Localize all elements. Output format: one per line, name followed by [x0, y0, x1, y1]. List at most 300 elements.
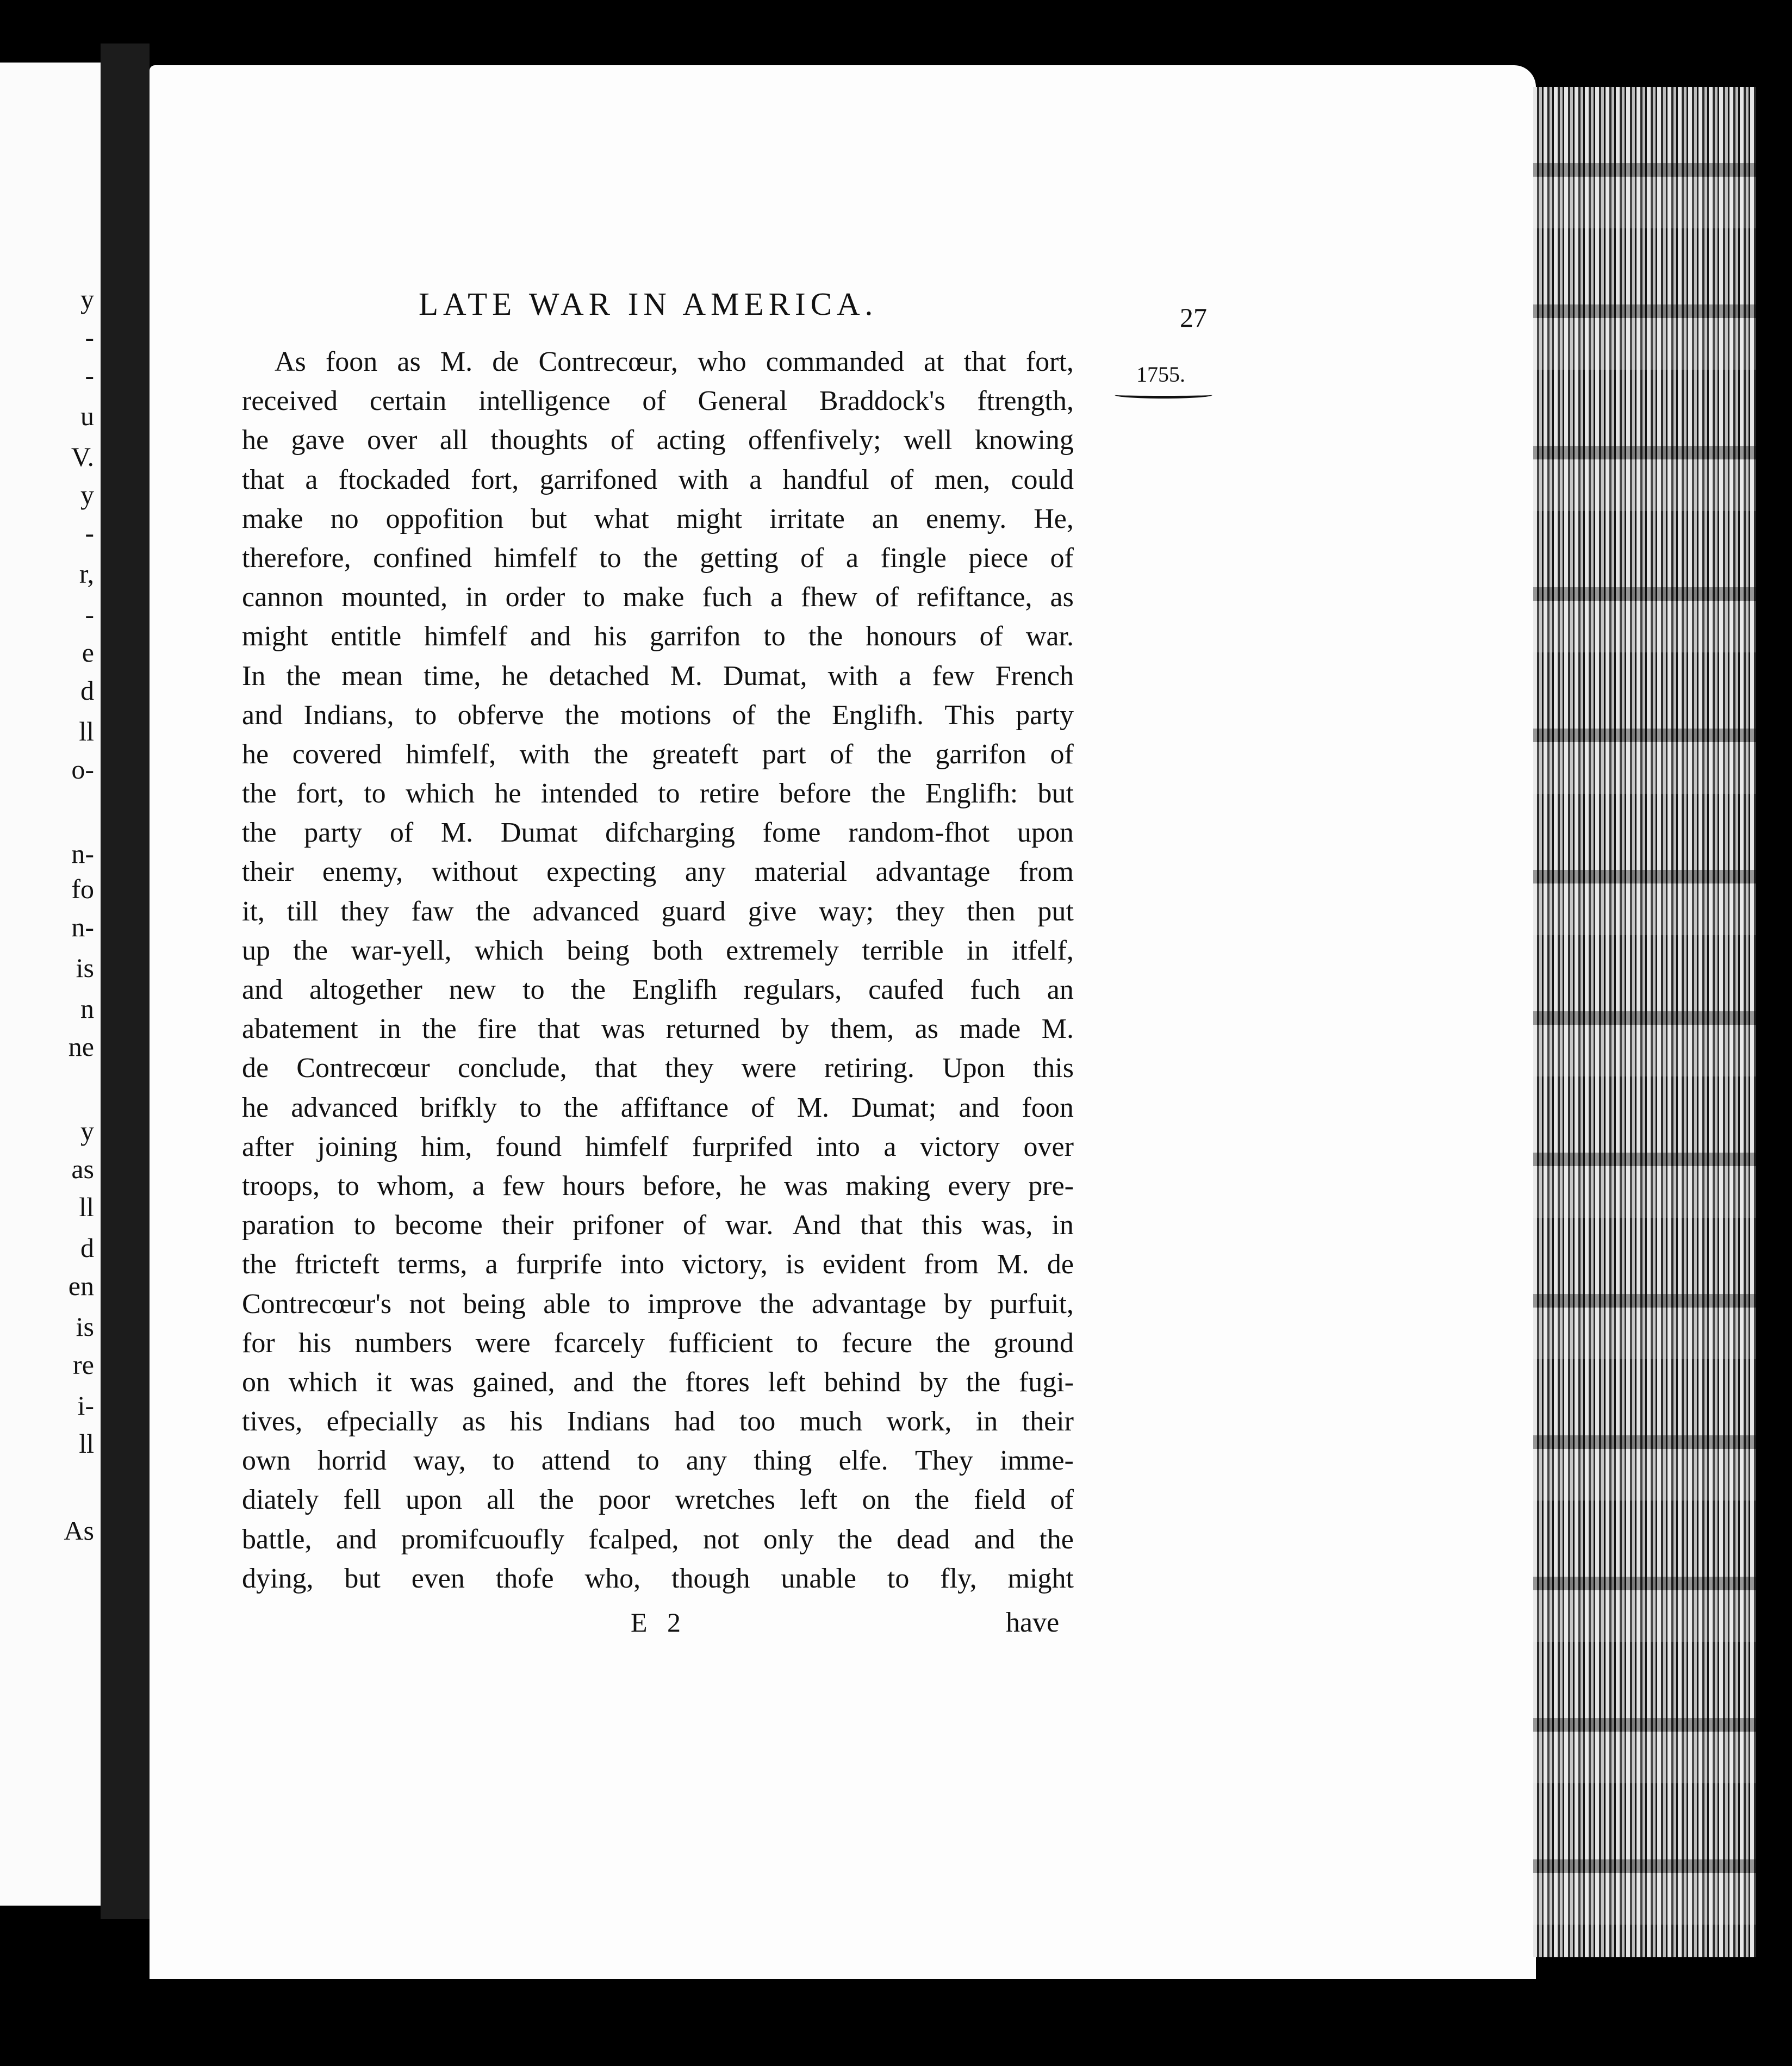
word: way, — [413, 1445, 466, 1477]
word: of — [830, 738, 854, 770]
word: the — [242, 817, 277, 849]
word: covered — [292, 738, 382, 770]
word: with — [519, 738, 570, 770]
word: fingle — [880, 542, 947, 574]
left-page-line-fragment: n- — [71, 838, 94, 869]
word: efpecially — [326, 1406, 438, 1438]
word: difcharging — [605, 817, 735, 849]
word: the — [936, 1327, 970, 1359]
word: wretches — [675, 1484, 776, 1516]
word: garrifon — [935, 738, 1026, 770]
word: who, — [584, 1563, 641, 1594]
word: the — [476, 895, 511, 927]
word: from — [1018, 856, 1074, 888]
word: was — [410, 1366, 455, 1398]
word: found — [495, 1131, 562, 1162]
word: battle, — [242, 1523, 312, 1555]
word: poor — [598, 1484, 651, 1516]
body-line — [242, 1480, 1074, 1520]
body-line — [242, 1363, 1074, 1402]
body-line — [242, 696, 1074, 735]
word: to — [414, 699, 437, 731]
word: even — [411, 1563, 465, 1594]
word: that — [594, 1053, 637, 1084]
word: his — [509, 1406, 543, 1438]
word: from — [924, 1249, 979, 1280]
word: regulars, — [743, 974, 842, 1005]
word: was, — [981, 1210, 1033, 1241]
word: and — [336, 1523, 377, 1555]
word: fcalped, — [588, 1523, 679, 1555]
word: without — [431, 856, 518, 888]
word: caufed — [868, 974, 944, 1005]
word: in — [379, 1013, 401, 1045]
word: this — [1032, 1053, 1074, 1084]
left-page-line-fragment: ll — [79, 1428, 94, 1459]
word: gave — [291, 425, 345, 456]
left-page-line-fragment: ll — [79, 1192, 94, 1222]
word: the — [293, 935, 328, 966]
word: brifkly — [420, 1092, 497, 1123]
word: certain — [369, 385, 447, 417]
word: of — [1050, 1484, 1074, 1516]
word: of — [1050, 542, 1074, 574]
word: their — [242, 856, 294, 888]
word: which — [474, 935, 544, 966]
word: affiftance — [620, 1092, 729, 1123]
word: of — [889, 464, 914, 495]
word: mounted, — [341, 582, 448, 613]
word: the — [564, 1092, 599, 1123]
catchword: have — [1006, 1607, 1060, 1638]
word: into — [816, 1131, 860, 1162]
word: it, — [242, 895, 265, 927]
word: as — [462, 1406, 486, 1438]
word: ftricteft — [294, 1249, 379, 1280]
word: numbers — [354, 1327, 452, 1359]
left-page-line-fragment: - — [85, 599, 94, 630]
left-page-line-fragment: V. — [71, 441, 94, 472]
body-line — [242, 657, 1074, 696]
word: troops, — [242, 1170, 320, 1202]
left-page-line-fragment: is — [76, 953, 94, 983]
word: detached — [549, 660, 650, 692]
word: any — [686, 1445, 727, 1477]
word: M. — [440, 817, 474, 849]
word: not — [703, 1523, 739, 1555]
word: to — [887, 1563, 910, 1594]
word: as — [1050, 582, 1074, 613]
word: piece — [968, 542, 1029, 574]
word: of — [610, 425, 634, 456]
word: to — [608, 1288, 630, 1320]
word: Dumat — [500, 817, 578, 849]
word: diately — [242, 1484, 319, 1516]
left-page-line-fragment: e — [82, 637, 94, 668]
word: entitle — [331, 621, 402, 652]
body-line — [242, 539, 1074, 578]
word: of — [751, 1092, 775, 1123]
word: a — [749, 464, 762, 495]
word: they — [895, 895, 945, 927]
word: in — [1051, 1210, 1074, 1241]
word: the — [759, 1288, 794, 1320]
word: of — [979, 621, 1003, 652]
word: ftockaded — [338, 464, 450, 495]
word: his — [594, 621, 627, 652]
word: though — [671, 1563, 750, 1594]
word: a — [472, 1170, 485, 1202]
word: the — [593, 738, 629, 770]
word: to — [353, 1210, 376, 1241]
word: his — [298, 1327, 332, 1359]
left-page-line-fragment: ne — [68, 1031, 94, 1062]
body-line — [242, 1088, 1074, 1128]
word: de — [1047, 1249, 1074, 1280]
word: joining — [317, 1131, 397, 1162]
word: behind — [824, 1366, 901, 1398]
left-page-line-fragment: - — [85, 360, 94, 390]
word: by — [781, 1013, 810, 1045]
word: French — [995, 660, 1074, 692]
word: a — [883, 1131, 897, 1162]
body-line — [242, 1128, 1074, 1167]
word: guard — [661, 895, 726, 927]
word: fhew — [801, 582, 857, 613]
left-page-line-fragment: n- — [71, 912, 94, 942]
word: victory — [919, 1131, 1000, 1162]
word: fly, — [940, 1563, 977, 1594]
word: himfelf, — [406, 738, 496, 770]
word: that — [242, 464, 284, 495]
word: which — [405, 778, 475, 810]
word: he — [242, 425, 269, 456]
body-line — [242, 1245, 1074, 1284]
word: paration — [242, 1210, 335, 1241]
body-line — [242, 461, 1074, 500]
word: to — [522, 974, 545, 1005]
word: left — [800, 1484, 838, 1516]
body-line — [242, 343, 1074, 382]
word: oppofition — [385, 503, 504, 534]
body-line — [242, 421, 1074, 460]
word: few — [932, 660, 975, 692]
word: intelligence — [478, 385, 611, 417]
word: party — [304, 817, 363, 849]
left-page-line-fragment: re — [73, 1349, 94, 1380]
word: who — [698, 346, 746, 377]
page-number: 27 — [1180, 302, 1207, 333]
word: order — [505, 582, 565, 613]
word: to — [763, 621, 786, 652]
word: imme- — [1000, 1445, 1074, 1477]
word: dead — [897, 1523, 950, 1555]
word: and — [242, 699, 283, 731]
word: own — [242, 1445, 291, 1477]
left-page-line-fragment: fo — [71, 874, 94, 904]
left-page-line-fragment: as — [71, 1154, 94, 1184]
word: fugi- — [1018, 1366, 1074, 1398]
word: to — [637, 1445, 659, 1477]
word: ftrength, — [977, 385, 1074, 417]
book-gutter — [101, 43, 150, 1919]
body-text — [242, 343, 1074, 1598]
word: to — [364, 778, 386, 810]
word: on — [862, 1484, 891, 1516]
body-line — [242, 1520, 1074, 1559]
word: faw — [411, 895, 454, 927]
word: making — [845, 1170, 931, 1202]
word: whom, — [377, 1170, 455, 1202]
word: the — [242, 778, 277, 810]
left-page-line-fragment: r, — [79, 558, 94, 589]
word: commanded — [766, 346, 904, 377]
word: that — [860, 1210, 903, 1241]
left-page-line-fragment: - — [85, 518, 94, 548]
word: thoughts — [490, 425, 588, 456]
word: attend — [541, 1445, 611, 1477]
word: irritate — [769, 503, 845, 534]
word: could — [1011, 464, 1074, 495]
word: therefore, — [242, 542, 351, 574]
word: dying, — [242, 1563, 314, 1594]
word: war-yell, — [351, 935, 452, 966]
word: Englifh: — [925, 778, 1018, 810]
marginal-year-note: 1755. — [1136, 362, 1185, 387]
word: might — [676, 503, 743, 534]
word: terms, — [397, 1249, 468, 1280]
word: advantage — [811, 1288, 926, 1320]
body-line — [242, 813, 1074, 852]
word: was — [601, 1013, 645, 1045]
word: war. — [1025, 621, 1074, 652]
word: an — [1047, 974, 1074, 1005]
word: furprife — [515, 1249, 602, 1280]
word: ftores — [685, 1366, 750, 1398]
word: to — [519, 1092, 542, 1123]
word: Contrecœur's — [242, 1288, 392, 1320]
word: field — [974, 1484, 1026, 1516]
word: terrible — [862, 935, 944, 966]
word: new — [449, 974, 496, 1005]
word: mean — [341, 660, 403, 692]
word: the — [808, 621, 843, 652]
body-line — [242, 931, 1074, 970]
word: gained, — [472, 1366, 555, 1398]
word: being — [463, 1288, 526, 1320]
word: before, — [643, 1170, 723, 1202]
word: thing — [754, 1445, 812, 1477]
word: de — [492, 346, 519, 377]
word: obferve — [457, 699, 544, 731]
left-page-line-fragment: n — [80, 993, 94, 1024]
word: in — [966, 935, 989, 966]
word: the — [966, 1366, 1001, 1398]
word: extremely — [726, 935, 839, 966]
word: offenfively; — [748, 425, 881, 456]
body-line — [242, 1010, 1074, 1049]
word: fuch — [702, 582, 752, 613]
word: the — [422, 1013, 457, 1045]
word: an — [872, 503, 899, 534]
word: himfelf — [424, 621, 508, 652]
word: over — [1023, 1131, 1074, 1162]
word: furprifed — [692, 1131, 793, 1162]
word: the — [632, 1366, 667, 1398]
word: foon — [325, 346, 378, 377]
word: any — [685, 856, 726, 888]
word: make — [623, 582, 685, 613]
word: left — [768, 1366, 806, 1398]
word: confined — [373, 542, 472, 574]
word: to — [599, 542, 621, 574]
word: a — [305, 464, 318, 495]
word: Contrecœur, — [538, 346, 678, 377]
word: them, — [830, 1013, 894, 1045]
word: and — [573, 1366, 614, 1398]
word: greateft — [652, 738, 738, 770]
word: evident — [822, 1249, 906, 1280]
word: he — [242, 1092, 269, 1123]
word: fecure — [842, 1327, 913, 1359]
word: the — [1039, 1523, 1074, 1555]
body-line — [242, 1324, 1074, 1363]
body-line — [242, 1206, 1074, 1245]
running-head: LATE WAR IN AMERICA. — [419, 286, 878, 322]
word: horrid — [317, 1445, 387, 1477]
word: He, — [1034, 503, 1074, 534]
word: they — [340, 895, 389, 927]
word: M. — [797, 1092, 829, 1123]
word: a — [485, 1249, 498, 1280]
word: him, — [421, 1131, 472, 1162]
word: the — [877, 738, 912, 770]
word: abatement — [242, 1013, 358, 1045]
left-facing-page — [0, 63, 101, 1906]
word: a — [845, 542, 859, 574]
word: their — [1022, 1406, 1074, 1438]
word: advanced — [291, 1092, 398, 1123]
word: promifcuoufly — [401, 1523, 565, 1555]
word: fort, — [1025, 346, 1074, 377]
word: pre- — [1028, 1170, 1074, 1202]
word: had — [674, 1406, 715, 1438]
word: advanced — [532, 895, 639, 927]
word: is — [786, 1249, 805, 1280]
word: he — [494, 778, 521, 810]
word: what — [594, 503, 649, 534]
word: only — [763, 1523, 814, 1555]
word: Dumat, — [723, 660, 807, 692]
word: itfelf, — [1011, 935, 1074, 966]
word: all — [487, 1484, 515, 1516]
word: As — [275, 346, 306, 377]
word: acting — [656, 425, 726, 456]
word: enemy. — [925, 503, 1007, 534]
word: the — [643, 542, 678, 574]
word: They — [914, 1445, 973, 1477]
body-line — [242, 852, 1074, 892]
word: and — [530, 621, 571, 652]
word: their — [501, 1210, 554, 1241]
word: Englifh — [632, 974, 717, 1005]
word: with — [827, 660, 879, 692]
word: fort, — [471, 464, 519, 495]
word: ground — [993, 1327, 1074, 1359]
page-fore-edge — [1533, 87, 1756, 1957]
word: unable — [781, 1563, 856, 1594]
word: part — [762, 738, 806, 770]
word: foon — [1022, 1092, 1074, 1123]
body-line — [242, 1402, 1074, 1441]
word: were — [741, 1053, 797, 1084]
word: prifoner — [573, 1210, 664, 1241]
word: de — [242, 1053, 269, 1084]
word: but — [531, 503, 567, 534]
word: for — [242, 1327, 275, 1359]
word: to — [658, 778, 680, 810]
word: M. — [670, 660, 702, 692]
word: garrifon — [649, 621, 741, 652]
word: and — [959, 1092, 1000, 1123]
left-page-line-fragment: y — [80, 1116, 94, 1146]
word: war. — [725, 1210, 774, 1241]
word: improve — [648, 1288, 742, 1320]
word: fire — [477, 1013, 517, 1045]
word: cannon — [242, 582, 324, 613]
word: himfelf — [585, 1131, 669, 1162]
body-line — [242, 578, 1074, 617]
word: victory, — [682, 1249, 768, 1280]
word: motions — [620, 699, 712, 731]
word: become — [395, 1210, 483, 1241]
word: M. — [440, 346, 473, 377]
word: time, — [423, 660, 481, 692]
word: material — [754, 856, 847, 888]
word: of — [389, 817, 414, 849]
word: to — [337, 1170, 359, 1202]
word: this — [922, 1210, 963, 1241]
word: refiftance, — [917, 582, 1032, 613]
word: Indians, — [303, 699, 394, 731]
word: in — [975, 1406, 998, 1438]
body-line — [242, 1167, 1074, 1206]
word: thofe — [495, 1563, 554, 1594]
word: he — [501, 660, 528, 692]
word: conclude, — [457, 1053, 567, 1084]
word: to — [492, 1445, 515, 1477]
word: of — [1050, 738, 1074, 770]
body-line — [242, 1441, 1074, 1480]
body-line — [242, 500, 1074, 539]
word: a — [770, 582, 783, 613]
left-page-line-fragment: y — [80, 480, 94, 510]
left-page-line-fragment: - — [85, 322, 94, 352]
left-page-line-fragment: d — [80, 1233, 94, 1263]
body-line — [242, 1285, 1074, 1324]
word: able — [543, 1288, 590, 1320]
left-page-line-fragment: is — [76, 1311, 94, 1342]
word: party — [1016, 699, 1074, 731]
word: before — [779, 778, 851, 810]
word: put — [1037, 895, 1074, 927]
word: might — [1007, 1563, 1074, 1594]
word: garrifoned — [539, 464, 658, 495]
word: Englifh. — [832, 699, 924, 731]
word: give — [748, 895, 797, 927]
word: M. — [1041, 1013, 1074, 1045]
word: General — [698, 385, 788, 417]
